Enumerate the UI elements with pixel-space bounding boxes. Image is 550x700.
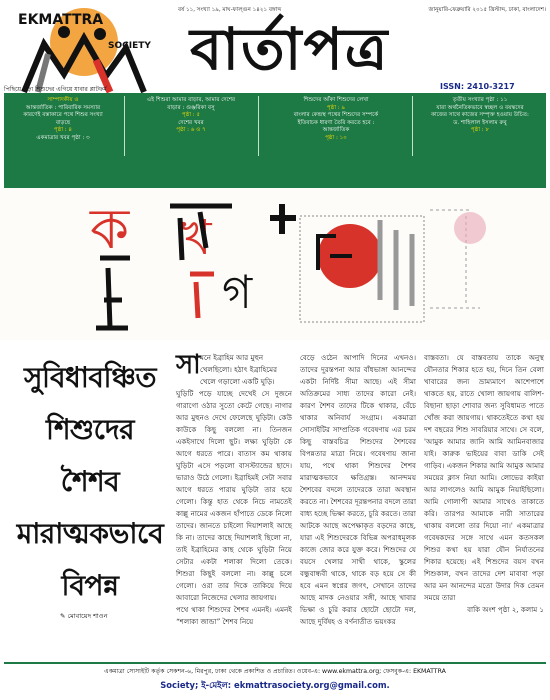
tagline: পিছিয়ে পড়া শিশুদের এগিয়ে যাবার প্লাটফর্ম [4, 86, 107, 93]
article-column-1: মনে ইব্রাহিম আর মুহুন খেলছিলো। হঠাৎ ইব্রাহিমের খেলে গড়ালো একটি ঘুড়ি। ঘুড়িটি পড়ে যাচ্ছে দেখেই সে দুজনে গারাগো ওঠার সুতো কেটে গেছে। নাগার আর মুহুনও দেখে ফেলেছে ঘুড়িটা। কেউ কাউকে কিছু বললো না। তিনজন একইসাথে দিলো ছুট। লক্ষ্য ঘুড়িটা কে আগে ধরতে পারে। বাতাস কম থাকায় ঘুড়িটা এসে পড়লো বাসস্ট্যান্ডের ছাদে। ভারাও উঠে গেলো। ইব্রাহিমই সেটা সবার আগে ধরতে পারায় ঘুড়িটা তার হয়ে গেলো। কিন্তু হাত থেকে নিচে নামতেই কাল্লু নামের একজন হাঁপাতে ডেকে নিলো তাদের। জানতে চাইলো দিয়াশলাই আছে কি না। তাদের কাছে দিয়াশলাই ছিলো না, তাই ইব্রাহিমের কাছ থেকে ঘুড়িটা নিয়ে সেটার একটা শলাকা দিলো তেকে। শিশুরা কিছুই বললো না। কাল্লু চলে গেলো। ওরা তার দিকে তাকিয়ে দিয়ে আবারো নিজেদের খেলার জায়গায়। পথে থাকা শিশুদের শৈশব এমনই। এমনই “শলাকা জান্ডা” শৈশব নিয়ে [176, 353, 292, 626]
contents-col-2: এই শিশুরা আমার বাড়ার, আমার দেশের বাড়ার : গুঞ্জরিকা বসু পৃষ্ঠা : ৫ দেশের খবর পৃষ্ঠা : ৬ ও ৭ [146, 97, 236, 133]
divider [124, 96, 125, 156]
footer-contact-line: Society; ই-মেইল: ekmattrasociety.org@gmail.com. [160, 680, 390, 690]
continued-note: বাকি অংশ পৃষ্ঠা ২, কলাম ১ [467, 605, 544, 614]
contents-col-3: শিশুদের আঁকা শিশুদের লেখা পৃষ্ঠা : ৯ বাংলার কেন্দ্রস্থ পথের শিশুদের সম্পর্কে ইতিবাচক ধারণা তৈরি করতে হবে : আন্তর্জাতিক পৃষ্ঠা : ১০ [293, 97, 379, 141]
svg-text:EKMATTRA: EKMATTRA [18, 12, 104, 28]
divider [412, 96, 413, 156]
illus-letter-ga: গ [222, 265, 253, 319]
ekmattra-logo [4, 4, 164, 94]
footer-publisher-line: একমাত্রা সোসাইটি কর্তৃক সেকশন-৬, মিরপুর, ঢাকা থেকে প্রকাশিত ও প্রচারিত। ওয়েব-এ: www.ekmattra.org; ফেসবুক-এ: EKMATTRA [104, 668, 446, 675]
issn: ISSN: 2410-3217 [440, 82, 515, 91]
footer [4, 662, 546, 698]
illus-letter-ka: ক [90, 197, 130, 262]
article-column-2: বেড়ে ওঠেন আপাদি দিনের এখনও। তাদের দুরন্তপনা আর বাঁধভাঙ্গা আনন্দের একটা নির্দিষ্ট সীমা আছে। এই সীমা অতিক্রমের সাধ্য তাদের কারো নেই। কারণ শৈশব তাদের টিকে থাকার, বেঁচে থাকার অনিবার্য সংগ্রাম। একমাত্রা সোসাইটির সাম্প্রতিক গবেষণায় এর চরম কিছু বাস্তবচিত্র শিশুদের শৈশবের বিপন্নতার মাত্রা নিয়ে। গবেষণায় জানা যায়, পথে থাকা শিশুদের শৈশব মারাত্মকভাবে ক্ষতিগ্রস্ত। আনন্দময় শৈশবের বদলে তাদেরকে তারা অবস্থান করতে না। শৈশবের দূরন্তপনার বদলে তারা বাধ্য হচ্ছে ভিক্ষা করতে, চুরি করতে। তারা আটকে আছে অপেক্ষাকৃত বড়দের কাছে, যারা এই শিশুদেরকে বিভিন্ন অপরাধমূলক কাজে জোর করে যুক্ত করে। শিশুদের যে বয়সে খেলার সাথী থাকে, স্কুলের বন্ধুবান্ধবী থাকে, থাকে বড় হয়ে সে কী হবে এমন স্বপ্নের জগৎ, সেখানে তাদের আছে মাদক নেওয়ার সঙ্গী, আছে খাবার ভিক্ষা ও চুরি করার ছোটো ছোটো দল, আছে দুর্বিষহ ও বর্ণনাতীত ভয়ংকর [300, 353, 416, 626]
contents-left: সাম্পাদকীয় ও আন্তর্জাতিক : পারিবারিক সমস্যার কারণেই বস্তাকারে পথে শিশুর সংখ্যা বাড়ছে পৃষ্ঠা : ৪ একমাত্রার খবর পৃষ্ঠা : ৩ [23, 97, 103, 141]
article-column-3: বাস্তবতা। যে বাস্তবতায় তাকে অনুস্থ যৌনতার শিকার হতে হয়, দিনে তিন বেলা খাবারের জন্য ভ্রাম্যমাণে আশেপাশে থাকতে হয়, রাতে খোলা জায়গায় বালিশ-বিছানা ছাড়া শোবার জন্য সুবিধামত পাতে খোঁজ করা জায়গায়। থাকতেইতে কথা হয় দশ বছরের শিশু সাবরিয়ার সাথে। সে বলে, 'আমুক আমার জানি আমি আমিনবাজার যাই। কারুক ভাইয়ের বাবা ডাকি সেই গাড়িব। একজন শিকার আমি আমুক আমার সময়ের ক্লাস নিয়া আমি। লোভের কাইয়া আর লাগলেও আমি আমুক নিয়াইছিলো। আমি গোলাপী আমার সাথেও তাকাতে করি। তারপর আমাকে নারী সাতারের থাকায় বললো তার দিয়ো না।' একমাত্রার গবেষকদের সঙ্গে সাথে এমন কতসকল শিশুর কথা হয় যারা যৌন নির্যাতনের শিকার হয়েছে। এই শিশুদের বয়স বখন শিশুকাল, বখন তাদের দেশ মাবাবা পড়া আর মন আনন্দের মতো উদার দিক তেমন সময়ে তারা বাকি অংশ পৃষ্ঠা ২, কলাম ১ [424, 353, 544, 614]
article-headline: সুবিধাবঞ্চিত শিশুদের শৈশব মারাত্মকভাবে বিপন্ন [16, 361, 164, 602]
issue-date: জানুয়ারি-ফেব্রুয়ারি ২০১৫ খ্রিস্টাব্দ, ঢাকা, বাংলাদেশ। [428, 7, 546, 13]
masthead-title: বার্তাপত্র [190, 15, 390, 83]
pen-icon: ✎ [60, 612, 68, 620]
issue-line [178, 6, 546, 15]
article-author: ✎ মোবায়েদ শাওন [60, 612, 108, 620]
divider [258, 96, 259, 156]
article-dropcap: সা [176, 350, 201, 380]
illus-letter-kha: খ [180, 210, 212, 266]
svg-text:SOCIETY: SOCIETY [108, 41, 151, 51]
contents-col-4: তৃতীয় সংখ্যার পৃষ্ঠা : ১১ যারা অর্থনৈতিকভাবে স্বচ্ছল ও বয়স্কদের কাজের সাথে কাজের সম্পৃক্ত হওয়ায় উচিত: ড. শাহিলাল ইসলাম রুবু পৃষ্ঠা : ৮ [431, 97, 529, 133]
cover-illustration [0, 188, 550, 340]
issue-number: বর্ষ ১১, সংখ্যা ১৯, মাঘ-ফাল্গুন ১৪২১ বঙ্গাব্দ [178, 7, 282, 13]
